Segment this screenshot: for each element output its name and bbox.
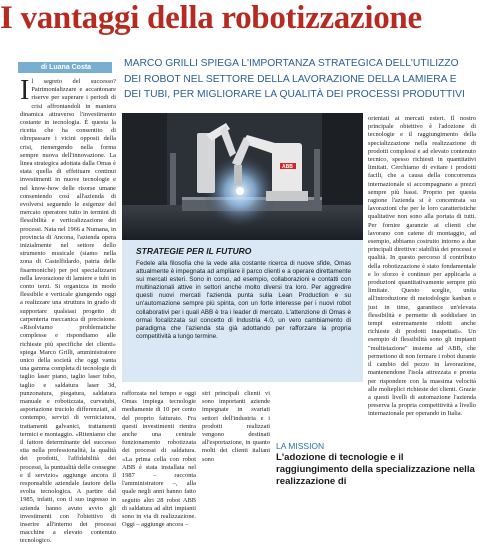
box-title: STRATEGIE PER IL FUTURO bbox=[136, 246, 252, 256]
mission-title: L'adozione di tecnologie e il raggiungimento della specializzazione nella realizzazione di bbox=[276, 452, 475, 487]
left-column-text: l segreto del successo? Patrimonializzare e accantonare riserve per superare i periodi di crisi affrontandoli in maniera dinamica attraverso l'investimento costante in tecnologia. È questa la ricetta che ha consentito di oltrepassare i vicini opposti della crisi, riemergendo nella forma sempre nuova dell'innovazione. La linea strategica adottata dalla Omas è stata quella di effettuare continui investimenti in nuove tecnologie e nel know-how delle risorse umane consentendo così all'azienda di evolversi seguendo le esigenze del mercato operatore tutto in termini di flessibilità e verticalizzazione dei processi. Nata nel 1966 a Numana, in provincia di Ancona, l'azienda opera inizialmente nel settore dello strumento musicale (siamo nella zona di Castelfidardo, patria delle fisarmoniche) per poi specializzarsi nella lavorazione di lamiere e tubi in conto terzi. Si organizza in modo flessibile e verticale giungendo oggi a realizzare una struttura in grado di supportare qualsiasi progetto di carpenteria meccanica di precisione. «Risolviamo problematiche complesse e rispondiamo alle richieste più specifiche dei clienti» spiega Marco Grilli, amministratore unico della società che oggi vanta una gamma completa di tecnologie di taglio laser piano, taglio laser tubo, taglio e saldatura laser 3d, punzonatura, piegatura, saldatura manuale e robotizzata, curvatubi, asportazione truciolo differenziati, al contempo, servizi di verniciatura, trattamenti galvanici, trattamenti termici e montaggio. «Riteniamo che il fattore determinante del successo stia nella professionalità, la qualità dei prodotti, l'affidabilità dei processi, la puntualità delle consegne e il servizio» aggiunge ancora il responsabile aziendale fautore della svolta tecnologica. A partire dal 1985, infatti, con il suo ingresso in azienda hanno avuto avvio gli investimenti con l'obiettivo di inserire all'interno dei processi macchine a elevato contenuto tecnologico. bbox=[20, 78, 117, 545]
robot-brand-mark: ABB bbox=[282, 164, 293, 170]
article-body-left-column bbox=[20, 75, 117, 545]
article-subtitle: MARCO GRILLI SPIEGA L'IMPORTANZA STRATEGICA DELL'UTILIZZO DEI ROBOT NEL SETTORE DELLA LAVORAZIONE DELLA LAMIERA E DEI TUBI, PER MIGLIORARE LA QUALITÀ DEI PROCESSI PRODUTTIVI bbox=[124, 58, 465, 100]
article-body-mid-column-a: rafforzata nel tempo e oggi Omas impiega tecnologie mediamente di 10 per cento del proprio fatturato. Fra questi investimenti rientra anche una centrale funzionamento robotizzata dei processi di saldatura. «La prima cella con robot ABB è stata installata nel 1987 – racconta l'amministratore –, alla quale negli anni hanno fatto seguito altri 28 robot ABB di saldatura ad altri impianti sono in via di realizzazione. Oggi – aggiunge ancora – bbox=[122, 390, 196, 529]
box-text: Fedele alla filosofia che la vede alla costante ricerca di nuove sfide, Omas attualmente è impegnata ad ampliare il parco clienti e a operare direttamente sui mercati esteri. Sono in corso, ad esempio, collaborazioni e contatti con multinazionali attive in settori anche molto diversi tra loro. Per aggredire questi nuovi mercati l'azienda punta sulla Lean Production e su un'automazione sempre più spinta, con un forte interesse per i nuovi robot collaborativi per i quali ABB è tra i leader di mercato. L'attenzione di Omas è ormai focalizzata sul concetto di Industria 4.0, un vero cambiamento di paradigma che l'azienda sta già adottando per rafforzare la propria competitività a lungo termine. bbox=[136, 260, 351, 340]
mission-label: LA MISSION bbox=[276, 441, 325, 451]
dropcap: I bbox=[20, 75, 30, 106]
robot-photo-illustration bbox=[122, 113, 363, 240]
page-title: I vantaggi della robotizzazione bbox=[0, 0, 422, 36]
robot-welding-photo bbox=[122, 113, 363, 240]
strategie-futuro-box bbox=[122, 240, 363, 382]
article-body-mid-column-b: stri principali clienti vi sono importanti aziende impegnate in svariati settori dell'industria e i prodotti realizzati vengono destinati all'esportazione, in quanto molti dei clienti italiani sono bbox=[202, 390, 270, 463]
article-body-right-column: orientati ai mercati esteri. Il nostro principale obiettivo è l'adozione di tecnologie e il raggiungimento della specializzazione nella realizzazione di prodotti complessi e ad elevato contenuto tecnico, spesso richiesti in quantitativi limitati. Cerchiamo di evitare i prodotti facili, che a causa della concorrenza internazionale si accompagnano a prezzi sempre più bassi. Proprio per questa ragione l'azienda si è concentrata su lavorazioni che per le loro caratteristiche qualitative non sono alla portata di tutti. Per fornire garanzie ai clienti che lavorano con catene di montaggio, ad esempio, abbiamo costruito intorno a due principali direttive: stabilità dei processi e qualità. In questo percorso il contributo della robotizzazione è stato fondamentale e lo sforzo è continuo per applicarla a produzioni quantitativamente sempre più limitate. Questo sceglie, unita all'introduzione di metodologie kanban e just in time, garantisce un'elevata flessibilità e permette di soddisfare in tempi estremamente ridotti anche richieste di prodotti inaspettati». Un esempio di flessibilità sono gli impianti "multistazione" insieme ad ABB, che permettono di non fermare i robot durante il cambio del pezzo in lavorazione, mantenendone l'isola attrezzata e pronta per rispondere con la massima velocità alle molteplici richieste dei clienti. Grazie a questi livelli di automazione l'azienda preserva la propria competitività a livello internazionale per operando in Italia. bbox=[368, 115, 476, 418]
byline: di Luana Costa bbox=[40, 64, 92, 71]
